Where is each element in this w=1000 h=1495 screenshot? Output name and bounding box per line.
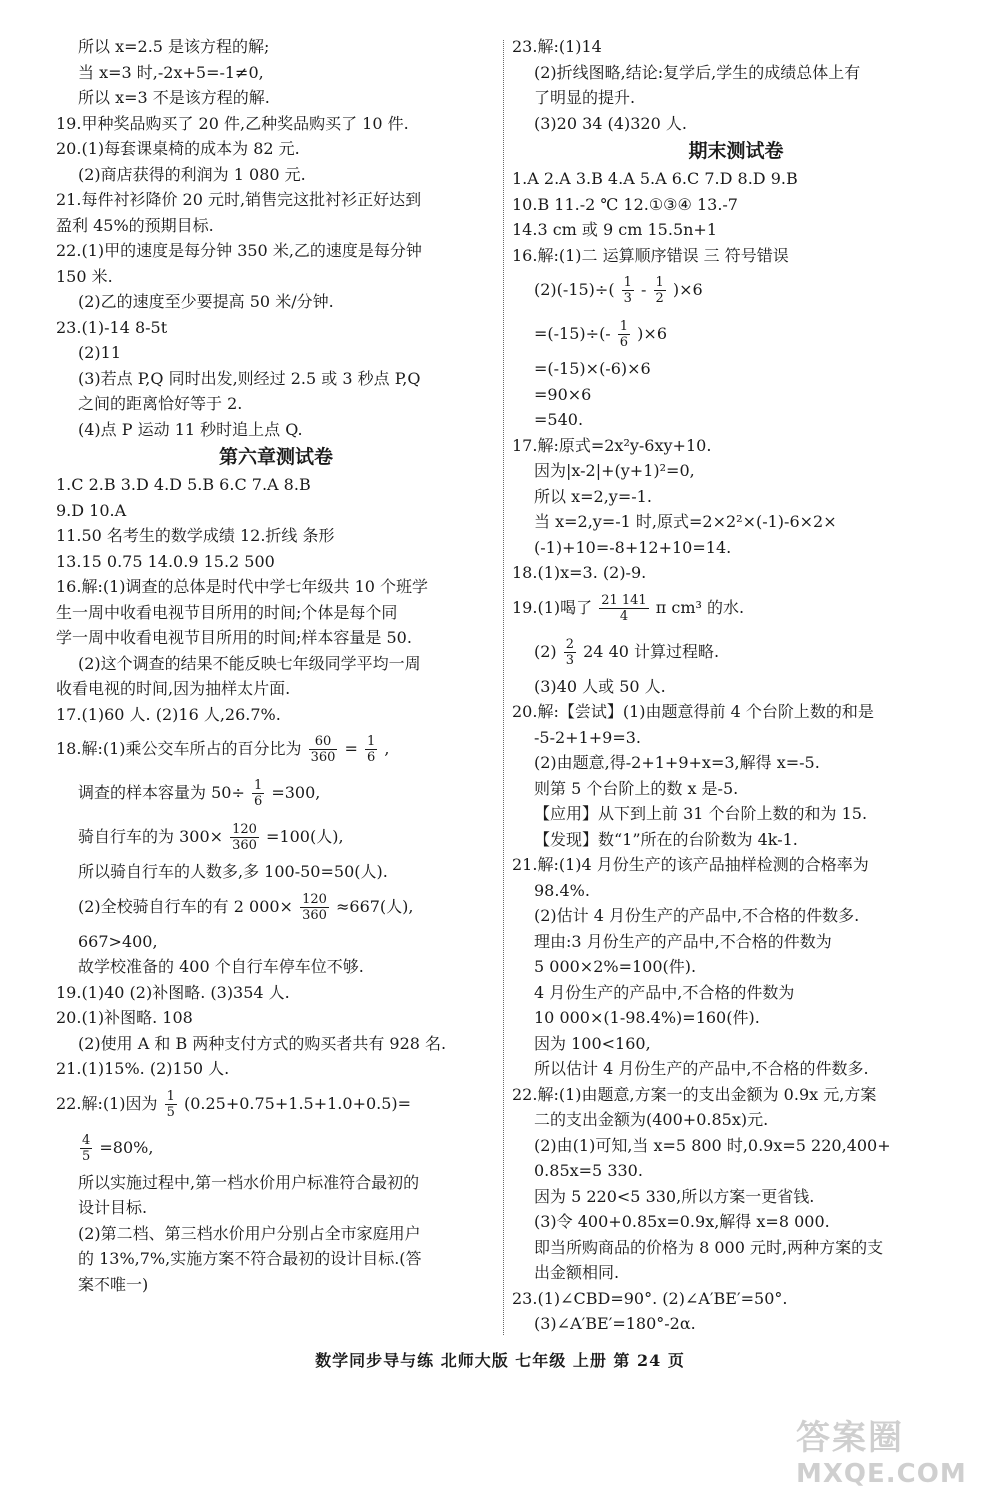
answer-line: 当 x=3 时,-2x+5=-1≠0, (78, 62, 264, 82)
fraction: $\frac{1}{6}$ (253, 778, 263, 809)
answer-line: 23.(1)∠CBD=90°. (2)∠A′BE′=50°. (512, 1288, 788, 1308)
answer-line: (2)折线图略,结论:复学后,学生的成绩总体上有 (534, 62, 861, 82)
fraction: $\frac{1}{6}$ (619, 319, 629, 350)
answer-line: (2)这个调查的结果不能反映七年级同学平均一周 (78, 653, 421, 673)
answer-line: 案不唯一) (78, 1274, 149, 1294)
answer-line: (2)估计 4 月份生产的产品中,不合格的件数多. (534, 906, 860, 925)
answer-line: 所以 x=2.5 是该方程的解; (78, 37, 270, 56)
answer-line: 22.解:(1)由题意,方案一的支出金额为 0.9x 元,方案 (512, 1084, 877, 1104)
answer-line: 的 13%,7%,实施方案不符合最初的设计目标.(答 (78, 1249, 422, 1268)
answer-line: =540. (534, 410, 584, 429)
answer-line: 20.(1)补图略. 108 (56, 1008, 193, 1027)
answer-line: (3)40 人或 50 人. (534, 676, 666, 696)
fraction: $\frac{60}{360}$ (310, 734, 336, 765)
answer-line: 因为|x-2|+(y+1)²=0, (534, 461, 695, 480)
answer-line: 出金额相同. (534, 1263, 620, 1282)
answer-line: (2)由题意,得-2+1+9+x=3,解得 x=-5. (534, 753, 820, 772)
answer-line: 学一周中收看电视节目所用的时间;样本容量是 50. (56, 628, 412, 647)
answer-line: $\frac{4}{5}$ =80%, (82, 1132, 154, 1164)
answer-line: 150 米. (56, 266, 113, 286)
answer-line: (3)∠A′BE′=180°-2α. (534, 1314, 696, 1333)
left-column (56, 34, 496, 1297)
answer-line: 23.解:(1)14 (512, 37, 602, 56)
answer-line: (2)全校骑自行车的有 2 000× $\frac{120}{360}$ ≈667(人), (78, 891, 414, 923)
answer-line: 18.解:(1)乘公交车所占的百分比为 $\frac{60}{360}$ = $\frac{1}{6}$ , (56, 734, 390, 765)
answer-line: 1.A 2.A 3.B 4.A 5.A 6.C 7.D 8.D 9.B (512, 169, 798, 188)
answer-line: 所以估计 4 月份生产的产品中,不合格的件数多. (534, 1059, 869, 1078)
fraction: $\frac{21 141}{4}$ (601, 592, 647, 624)
answer-line: 16.解:(1)二 运算顺序错误 三 符号错误 (512, 245, 789, 265)
answer-line: 1.C 2.B 3.D 4.D 5.B 6.C 7.A 8.B (56, 475, 311, 494)
answer-line: 即当所购商品的价格为 8 000 元时,两种方案的支 (534, 1237, 884, 1257)
answer-line: 故学校准备的 400 个自行车停车位不够. (78, 957, 364, 976)
answer-line: (2)11 (78, 343, 122, 362)
answer-line: 因为 100<160, (534, 1033, 651, 1053)
answer-line: 19.(1)喝了 $\frac{21 141}{4}$ π cm³ 的水. (512, 592, 745, 624)
answer-line: =(-15)×(-6)×6 (534, 359, 651, 378)
answer-line: 因为 5 220<5 330,所以方案一更省钱. (534, 1186, 815, 1206)
answer-line: =(-15)÷(- $\frac{1}{6}$ )×6 (534, 319, 667, 350)
answer-line: 二的支出金额为(400+0.85x)元. (534, 1110, 769, 1129)
answer-line: (2)由(1)可知,当 x=5 800 时,0.9x=5 220,400+ (534, 1135, 891, 1155)
right-column (512, 34, 960, 1337)
section-heading: 第六章测试卷 (218, 446, 333, 468)
answer-line: 667>400, (78, 931, 158, 951)
answer-line: 20.解:【尝试】(1)由题意得前 4 个台阶上数的和是 (512, 702, 874, 721)
answer-line: 设计目标. (78, 1198, 148, 1217)
answer-line: 0.85x=5 330. (534, 1161, 643, 1180)
answer-line: 所以骑自行车的人数多,多 100-50=50(人). (78, 862, 388, 881)
answer-line: (3)令 400+0.85x=0.9x,解得 x=8 000. (534, 1212, 830, 1231)
watermark-logo (796, 1410, 986, 1489)
answer-line: (3)20 34 (4)320 人. (534, 113, 687, 133)
answer-line: 所以 x=3 不是该方程的解. (78, 88, 270, 107)
answer-line: -5-2+1+9=3. (534, 727, 642, 747)
answer-line: (2)乙的速度至少要提高 50 米/分钟. (78, 292, 334, 311)
answer-line: 之间的距离恰好等于 2. (78, 394, 243, 413)
answer-line: (2)(-15)÷( $\frac{1}{3}$ - $\frac{1}{2}$ )×6 (534, 275, 703, 306)
answer-line: 19.甲种奖品购买了 20 件,乙种奖品购买了 10 件. (56, 113, 409, 133)
answer-line: =90×6 (534, 384, 592, 404)
answer-line: 10 000×(1-98.4%)=160(件). (534, 1008, 760, 1027)
answer-line: 17.解:原式=2x²y-6xy+10. (512, 435, 712, 455)
answer-line: 5 000×2%=100(件). (534, 957, 697, 976)
answer-line: 所以实施过程中,第一档水价用户标准符合最初的 (78, 1172, 420, 1192)
answer-line: 22.(1)甲的速度是每分钟 350 米,乙的速度是每分钟 (56, 241, 422, 260)
answer-line: 9.D 10.A (56, 500, 127, 520)
answer-line: 14.3 cm 或 9 cm 15.5n+1 (512, 220, 718, 239)
watermark-bottom-text: MXQE.COM (796, 1459, 967, 1489)
answer-line: 18.(1)x=3. (2)-9. (512, 563, 647, 582)
answer-line: 调查的样本容量为 50÷ $\frac{1}{6}$ =300, (78, 778, 321, 809)
answer-line: 19.(1)40 (2)补图略. (3)354 人. (56, 982, 290, 1002)
answer-line: 骑自行车的为 300× $\frac{120}{360}$ =100(人), (78, 822, 344, 853)
answer-line: 10.B 11.-2 ℃ 12.①③④ 13.-7 (512, 194, 738, 214)
answer-line: 当 x=2,y=-1 时,原式=2×2²×(-1)-6×2× (534, 512, 837, 531)
fraction: $\frac{1}{3}$ (623, 275, 632, 306)
answer-line: 了明显的提升. (534, 88, 636, 107)
answer-line: 4 月份生产的产品中,不合格的件数为 (534, 982, 795, 1002)
answer-line: (2)使用 A 和 B 两种支付方式的购买者共有 928 名. (78, 1033, 447, 1053)
answer-line: 则第 5 个台阶上的数 x 是-5. (534, 778, 739, 798)
fraction: $\frac{120}{360}$ (232, 822, 257, 853)
answer-line: 21.每件衬衫降价 20 元时,销售完这批衬衫正好达到 (56, 190, 422, 209)
answer-line: (2)第二档、第三档水价用户分别占全市家庭用户 (78, 1223, 421, 1243)
column-divider (503, 40, 504, 1335)
answer-line: 17.(1)60 人. (2)16 人,26.7%. (56, 704, 281, 724)
answer-line: 21.(1)15%. (2)150 人. (56, 1059, 230, 1078)
answer-line: 98.4%. (534, 880, 590, 900)
answer-line: 盈利 45%的预期目标. (56, 215, 214, 235)
answer-line: (2)商店获得的利润为 1 080 元. (78, 164, 306, 184)
answer-line: (4)点 P 运动 11 秒时追上点 Q. (78, 419, 303, 439)
answer-line: 16.解:(1)调查的总体是时代中学七年级共 10 个班学 (56, 577, 429, 596)
answer-line: 生一周中收看电视节目所用的时间;个体是每个同 (56, 602, 398, 622)
answer-line: 【应用】从下到上前 31 个台阶上数的和为 15. (534, 804, 868, 823)
answer-line: 23.(1)-14 8-5t (56, 317, 168, 337)
answer-line: 收看电视的时间,因为抽样太片面. (56, 679, 291, 698)
answer-line: 11.50 名考生的数学成绩 12.折线 条形 (56, 526, 335, 545)
fraction: $\frac{1}{2}$ (655, 275, 664, 306)
answer-line: 理由:3 月份生产的产品中,不合格的件数为 (534, 931, 832, 951)
answer-line: (2) $\frac{2}{3}$ 24 40 计算过程略. (534, 636, 720, 668)
answer-line: 所以 x=2,y=-1. (534, 486, 652, 506)
answer-line: 21.解:(1)4 月份生产的该产品抽样检测的合格率为 (512, 855, 869, 874)
page-footer: 数学同步导与练 北师大版 七年级 上册 第 24 页 (315, 1351, 685, 1370)
fraction: $\frac{4}{5}$ (82, 1132, 91, 1164)
fraction: $\frac{1}{5}$ (166, 1088, 175, 1120)
fraction: $\frac{120}{360}$ (302, 891, 327, 923)
answer-line: 【发现】数“1”所在的台阶数为 4k-1. (534, 829, 798, 849)
answer-line: (3)若点 P,Q 同时出发,则经过 2.5 或 3 秒点 P,Q (78, 368, 421, 388)
answer-line: (-1)+10=-8+12+10=14. (534, 537, 732, 557)
section-heading: 期末测试卷 (688, 140, 784, 162)
watermark-top-text: 答案圈 (796, 1418, 904, 1458)
fraction: $\frac{1}{6}$ (367, 734, 376, 765)
fraction: $\frac{2}{3}$ (565, 636, 575, 668)
answer-line: 22.解:(1)因为 $\frac{1}{5}$ (0.25+0.75+1.5+1.0+0.5)= (56, 1088, 412, 1120)
answer-line: 20.(1)每套课桌椅的成本为 82 元. (56, 139, 300, 158)
answer-line: 13.15 0.75 14.0.9 15.2 500 (56, 551, 275, 571)
